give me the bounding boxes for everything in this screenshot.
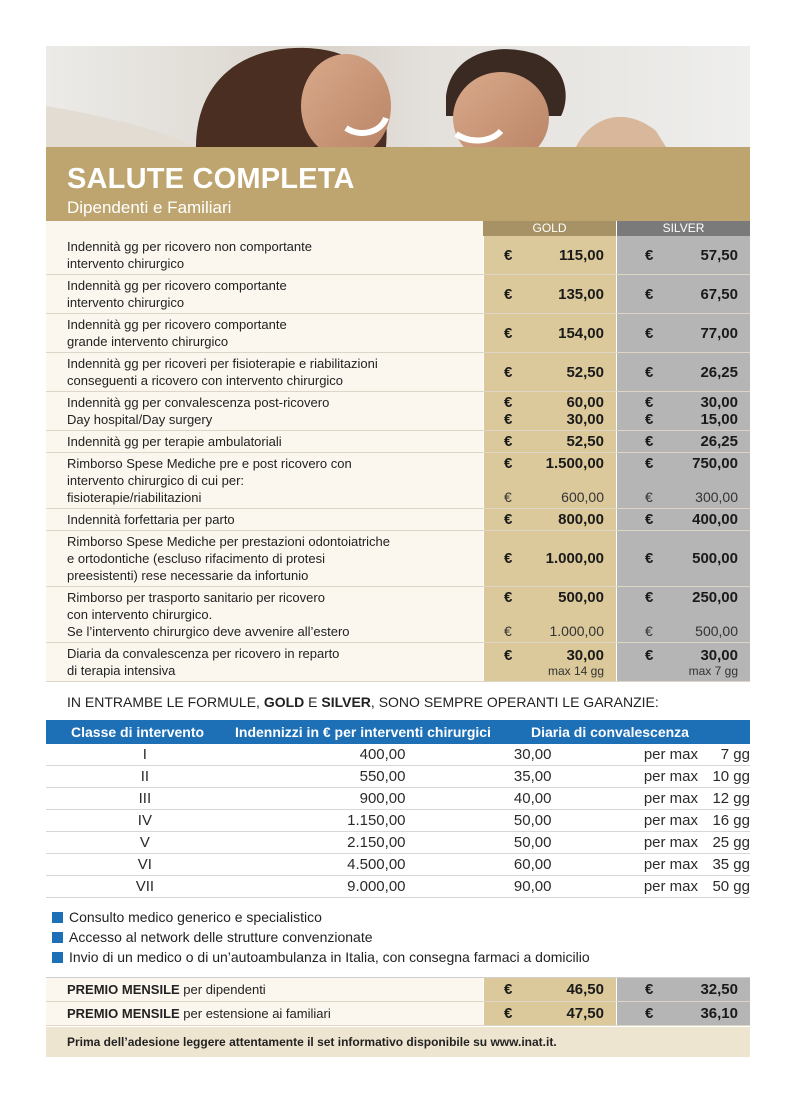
currency-symbol: €	[504, 394, 513, 411]
amount-value: 500,00	[692, 550, 738, 567]
cell-per-max	[551, 788, 750, 809]
table-row	[46, 788, 750, 810]
benefit-description	[46, 236, 483, 274]
currency-symbol: €	[504, 285, 513, 303]
amount	[645, 623, 738, 640]
amount	[645, 981, 738, 998]
cell-per-max	[551, 876, 750, 897]
currency-symbol: €	[504, 623, 512, 639]
amount-value: 67,50	[700, 285, 738, 303]
amount	[504, 364, 604, 381]
currency-symbol: €	[645, 433, 654, 450]
amount	[645, 511, 738, 528]
currency-symbol: €	[645, 324, 654, 342]
amount-value: 46,50	[566, 981, 604, 998]
benefit-description	[46, 392, 483, 430]
amount-value: 52,50	[566, 363, 604, 381]
cell-indennizzo: 900,00	[359, 790, 406, 807]
benefit-row	[46, 643, 750, 682]
gold-premium-cell	[483, 1002, 616, 1025]
currency-symbol: €	[645, 411, 654, 428]
premium-label: PREMIO MENSILE	[67, 1006, 180, 1021]
amount	[645, 1005, 738, 1022]
benefit-description	[46, 509, 483, 530]
benefit-description	[46, 453, 483, 508]
amount	[504, 247, 604, 264]
list-item-text: Consulto medico generico e specialistico	[69, 909, 322, 925]
silver-amount-cell	[616, 531, 750, 586]
amount	[504, 623, 604, 640]
cell-classe: IV	[137, 812, 152, 829]
silver-premium-cell	[616, 978, 750, 1001]
table-row	[46, 876, 750, 898]
benefit-line: Indennità forfettaria per parto	[67, 512, 235, 527]
amount	[504, 511, 604, 528]
amount	[645, 550, 738, 567]
gold-note: max 14 gg	[547, 663, 604, 678]
cell-indennizzo: 9.000,00	[347, 878, 406, 895]
currency-symbol: €	[504, 589, 513, 606]
amount	[504, 647, 604, 664]
cell-giorni: 12 gg	[712, 790, 750, 807]
gold-amount-cell	[483, 392, 616, 430]
benefit-line: Day hospital/Day surgery	[67, 412, 213, 427]
currency-symbol: €	[504, 511, 513, 528]
gold-amount-cell	[483, 314, 616, 352]
benefit-row	[46, 453, 750, 509]
gold-amount-cell	[483, 453, 616, 508]
amount	[504, 550, 604, 567]
cell-per-max	[551, 766, 750, 787]
amount-value: 1.500,00	[545, 455, 604, 472]
silver-amount-cell	[616, 587, 750, 642]
benefit-line: fisioterapie/riabilitazioni	[67, 490, 202, 505]
amount	[645, 286, 738, 303]
currency-symbol: €	[504, 363, 513, 381]
benefit-description	[46, 643, 483, 681]
amount	[645, 589, 738, 606]
gold-amount-cell	[483, 587, 616, 642]
benefit-line: preesistenti) rese necessarie da infortunio	[67, 568, 309, 583]
currency-symbol: €	[504, 981, 513, 998]
benefit-line: di terapia intensiva	[67, 663, 176, 678]
gold-amount-cell	[483, 236, 616, 274]
currency-symbol: €	[645, 550, 654, 567]
benefit-description	[46, 431, 483, 452]
silver-amount-cell	[616, 353, 750, 391]
cell-per-max	[551, 744, 750, 765]
amount	[504, 1005, 604, 1022]
cell-classe: VII	[135, 878, 155, 895]
amount-value: 800,00	[558, 511, 604, 528]
currency-symbol: €	[645, 623, 653, 639]
amount-value: 30,00	[700, 394, 738, 411]
premium-table	[46, 977, 750, 1026]
amount-value: 30,00	[700, 646, 738, 664]
list-item	[52, 907, 750, 927]
silver-note: max 7 gg	[688, 663, 738, 678]
benefit-row	[46, 314, 750, 353]
silver-amount-cell	[616, 275, 750, 313]
gold-amount-cell	[483, 431, 616, 452]
amount	[504, 394, 604, 411]
amount-value: 60,00	[566, 394, 604, 411]
currency-symbol: €	[645, 455, 654, 472]
header-indennizzi: Indennizzi in € per interventi chirurgici	[235, 724, 491, 740]
cell-giorni: 25 gg	[712, 834, 750, 851]
guarantees-list	[46, 907, 750, 967]
currency-symbol: €	[504, 324, 513, 342]
premium-description	[46, 1002, 483, 1025]
table-row	[46, 832, 750, 854]
list-item	[52, 947, 750, 967]
plan-column-headers	[46, 221, 750, 236]
benefit-line: Rimborso Spese Mediche pre e post ricovero con	[67, 456, 352, 471]
benefit-description	[46, 587, 483, 642]
benefit-description	[46, 314, 483, 352]
amount	[645, 433, 738, 450]
amount-value: 32,50	[700, 981, 738, 998]
silver-amount-cell	[616, 643, 750, 681]
hero-photo	[46, 46, 750, 147]
benefit-line: intervento chirurgico	[67, 295, 185, 310]
amount-value: 15,00	[700, 411, 738, 428]
per-max-label: per max	[643, 856, 698, 873]
currency-symbol: €	[504, 246, 513, 264]
benefit-line: intervento chirurgico di cui per:	[67, 473, 245, 488]
cell-per-max	[551, 854, 750, 875]
amount	[645, 394, 738, 411]
benefit-line: Rimborso per trasporto sanitario per ricovero	[67, 590, 325, 605]
amount-value: 30,00	[566, 646, 604, 664]
benefit-line: Indennità gg per terapie ambulatoriali	[67, 434, 282, 449]
per-max-label: per max	[643, 834, 698, 851]
benefit-row	[46, 392, 750, 431]
benefit-row	[46, 275, 750, 314]
table-row	[46, 766, 750, 788]
cell-diaria: 50,00	[513, 834, 552, 851]
cell-classe: VI	[137, 856, 152, 873]
currency-symbol: €	[645, 511, 654, 528]
amount	[504, 411, 604, 428]
amount-value: 57,50	[700, 246, 738, 264]
currency-symbol: €	[645, 394, 654, 411]
premium-desc: per estensione ai familiari	[179, 1006, 331, 1021]
currency-symbol: €	[504, 455, 513, 472]
cell-per-max	[551, 810, 750, 831]
amount-value: 400,00	[692, 511, 738, 528]
currency-symbol: €	[645, 489, 653, 505]
header-classe: Classe di intervento	[71, 724, 205, 740]
amount	[645, 455, 738, 472]
cell-per-max	[551, 832, 750, 853]
amount	[504, 286, 604, 303]
benefit-line: Indennità gg per ricovero non comportante	[67, 239, 312, 254]
amount-value: 26,25	[700, 433, 738, 450]
amount-value: 36,10	[700, 1005, 738, 1022]
amount	[645, 247, 738, 264]
list-item-text: Invio di un medico o di un’autoambulanza in Italia, con consegna farmaci a domicilio	[69, 949, 590, 965]
amount-value: 600,00	[561, 489, 604, 505]
gold-premium-cell	[483, 978, 616, 1001]
currency-symbol: €	[504, 411, 513, 428]
amount	[504, 489, 604, 506]
silver-premium-cell	[616, 1002, 750, 1025]
benefit-row	[46, 353, 750, 392]
benefits-table	[46, 236, 750, 682]
cell-classe: V	[139, 834, 150, 851]
amount-value: 115,00	[558, 246, 604, 264]
currency-symbol: €	[504, 489, 512, 505]
page-title: SALUTE COMPLETA	[67, 163, 355, 195]
gold-amount-cell	[483, 643, 616, 681]
cell-diaria: 90,00	[513, 878, 552, 895]
premium-row	[46, 978, 750, 1002]
amount	[504, 589, 604, 606]
benefit-line: Se l’intervento chirurgico deve avvenire all’estero	[67, 624, 350, 639]
cell-indennizzo: 1.150,00	[347, 812, 406, 829]
amount-value: 47,50	[566, 1005, 604, 1022]
table-row	[46, 744, 750, 766]
benefit-line: grande intervento chirurgico	[67, 334, 229, 349]
couple-photo-illustration	[46, 46, 750, 147]
benefit-row	[46, 531, 750, 587]
currency-symbol: €	[504, 433, 513, 450]
per-max-label: per max	[643, 812, 698, 829]
gold-column-header: GOLD	[483, 221, 616, 236]
amount-value: 30,00	[566, 411, 604, 428]
benefit-row	[46, 236, 750, 275]
amount-value: 300,00	[695, 489, 738, 505]
cell-indennizzo: 400,00	[359, 746, 406, 763]
cell-indennizzo: 550,00	[359, 768, 406, 785]
bullet-square-icon	[52, 952, 63, 963]
silver-column-header: SILVER	[617, 221, 750, 236]
amount-value: 26,25	[700, 363, 738, 381]
currency-symbol: €	[645, 285, 654, 303]
amount-value: 52,50	[566, 433, 604, 450]
currency-symbol: €	[645, 589, 654, 606]
benefit-row	[46, 431, 750, 453]
per-max-label: per max	[643, 746, 698, 763]
title-banner	[46, 147, 750, 221]
list-item-text: Accesso al network delle strutture convenzionate	[69, 929, 373, 945]
cell-classe: II	[140, 768, 150, 785]
amount-value: 250,00	[692, 589, 738, 606]
per-max-label: per max	[643, 768, 698, 785]
currency-symbol: €	[504, 550, 513, 567]
amount-value: 750,00	[692, 455, 738, 472]
per-max-label: per max	[643, 878, 698, 895]
currency-symbol: €	[504, 1005, 513, 1022]
amount-value: 135,00	[558, 285, 604, 303]
benefit-line: Diaria da convalescenza per ricovero in reparto	[67, 646, 340, 661]
currency-symbol: €	[645, 246, 654, 264]
silver-amount-cell	[616, 236, 750, 274]
currency-symbol: €	[504, 646, 513, 664]
cell-giorni: 16 gg	[712, 812, 750, 829]
amount	[645, 411, 738, 428]
silver-amount-cell	[616, 314, 750, 352]
gold-amount-cell	[483, 353, 616, 391]
cell-indennizzo: 4.500,00	[347, 856, 406, 873]
bullet-square-icon	[52, 932, 63, 943]
cell-giorni: 7 gg	[720, 746, 750, 763]
cell-indennizzo: 2.150,00	[347, 834, 406, 851]
benefit-line: Rimborso Spese Mediche per prestazioni odontoiatriche	[67, 534, 391, 549]
header-diaria: Diaria di convalescenza	[531, 724, 689, 740]
table-row	[46, 810, 750, 832]
intervention-table-header	[46, 720, 750, 744]
amount	[504, 433, 604, 450]
benefit-row	[46, 587, 750, 643]
benefit-line: conseguenti a ricovero con intervento chirurgico	[67, 373, 344, 388]
benefit-description	[46, 275, 483, 313]
cell-giorni: 35 gg	[712, 856, 750, 873]
per-max-label: per max	[643, 790, 698, 807]
amount-value: 500,00	[558, 589, 604, 606]
benefit-line: con intervento chirurgico.	[67, 607, 213, 622]
amount-value: 154,00	[558, 324, 604, 342]
intervention-table	[46, 720, 750, 898]
premium-description	[46, 978, 483, 1001]
cell-classe: III	[138, 790, 152, 807]
amount-value: 500,00	[695, 623, 738, 639]
benefit-line: Indennità gg per ricoveri per fisioterapie e riabilitazioni	[67, 356, 378, 371]
cell-diaria: 35,00	[513, 768, 552, 785]
benefit-line: e ortodontiche (escluso rifacimento di protesi	[67, 551, 325, 566]
gold-amount-cell	[483, 509, 616, 530]
benefit-description	[46, 531, 483, 586]
cell-giorni: 50 gg	[712, 878, 750, 895]
amount	[645, 325, 738, 342]
amount	[504, 455, 604, 472]
benefit-description	[46, 353, 483, 391]
amount-value: 1.000,00	[549, 623, 604, 639]
footer-note: Prima dell’adesione leggere attentamente il set informativo disponibile su www.inat.it.	[46, 1027, 750, 1057]
silver-amount-cell	[616, 453, 750, 508]
premium-row	[46, 1002, 750, 1026]
amount	[645, 489, 738, 506]
amount-value: 1.000,00	[545, 550, 604, 567]
bullet-square-icon	[52, 912, 63, 923]
cell-diaria: 40,00	[513, 790, 552, 807]
brochure-page	[46, 46, 750, 1057]
amount	[504, 981, 604, 998]
benefit-line: Indennità gg per ricovero comportante	[67, 317, 287, 332]
cell-diaria: 50,00	[513, 812, 552, 829]
benefit-line: Indennità gg per ricovero comportante	[67, 278, 287, 293]
premium-desc: per dipendenti	[179, 982, 266, 997]
benefit-line: Indennità gg per convalescenza post-ricovero	[67, 395, 330, 410]
gold-amount-cell	[483, 531, 616, 586]
amount	[645, 364, 738, 381]
page-subtitle: Dipendenti e Familiari	[67, 198, 232, 217]
cell-giorni: 10 gg	[712, 768, 750, 785]
amount	[504, 325, 604, 342]
silver-amount-cell	[616, 431, 750, 452]
benefit-line: intervento chirurgico	[67, 256, 185, 271]
guarantees-caption: IN ENTRAMBE LE FORMULE, GOLD E SILVER, SONO SEMPRE OPERANTI LE GARANZIE:	[67, 694, 659, 710]
cell-diaria: 30,00	[513, 746, 552, 763]
table-row	[46, 854, 750, 876]
premium-label: PREMIO MENSILE	[67, 982, 180, 997]
silver-amount-cell	[616, 509, 750, 530]
currency-symbol: €	[645, 363, 654, 381]
amount-value: 77,00	[700, 324, 738, 342]
currency-symbol: €	[645, 646, 654, 664]
cell-classe: I	[142, 746, 147, 763]
list-item	[52, 927, 750, 947]
benefit-row	[46, 509, 750, 531]
currency-symbol: €	[645, 981, 654, 998]
silver-amount-cell	[616, 392, 750, 430]
cell-diaria: 60,00	[513, 856, 552, 873]
gold-amount-cell	[483, 275, 616, 313]
currency-symbol: €	[645, 1005, 654, 1022]
amount	[645, 647, 738, 664]
